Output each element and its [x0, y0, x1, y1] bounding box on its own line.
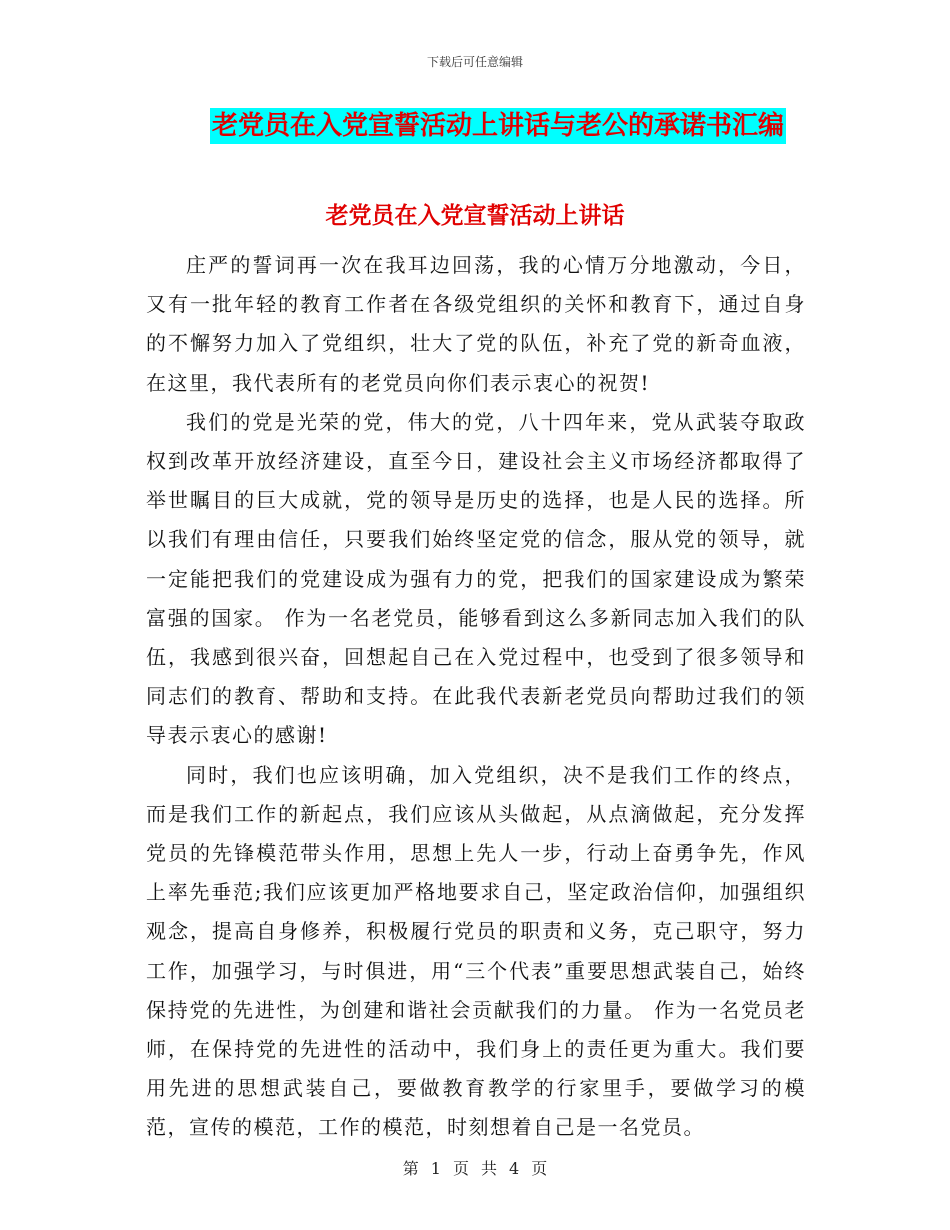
- footer-total-label: 共: [481, 1159, 498, 1178]
- page-footer: [0, 1156, 950, 1179]
- footer-total-pages: 4: [509, 1159, 520, 1178]
- document-main-title: 老党员在入党宣誓活动上讲话与老公的承诺书汇编: [210, 108, 786, 144]
- section-title: 老党员在入党宣誓活动上讲话: [325, 203, 625, 229]
- paragraph-2: 我们的党是光荣的党，伟大的党，八十四年来，党从武装夺取政权到改革开放经济建设，直至今日，建设社会主义市场经济都取得了举世瞩目的巨大成就，党的领导是历史的选择，也是人民的选择。所以我们有理由信任，只要我们始终坚定党的信念，服从党的领导，就一定能把我们的党建设成为强有力的党，把我们的国家建设成为繁荣富强的国家。 作为一名老党员，能够看到这么多新同志加入我们的队伍，我感到很兴奋，回想起自己在入党过程中，也受到了很多领导和同志们的教育、帮助和支持。在此我代表新老党员向帮助过我们的领导表示衷心的感谢!: [146, 409, 806, 748]
- main-title-container: [0, 108, 950, 144]
- document-body: [146, 246, 806, 1148]
- page-header-note: 下载后可任意编辑: [426, 55, 523, 69]
- paragraph-3: 同时，我们也应该明确，加入党组织，决不是我们工作的终点，而是我们工作的新起点，我们应该从头做起，从点滴做起，充分发挥党员的先锋模范带头作用，思想上先人一步，行动上奋勇争先，作风上率先垂范;我们应该更加严格地要求自己，坚定政治信仰，加强组织观念，提高自身修养，积极履行党员的职责和义务，克己职守，努力工作，加强学习，与时俱进，用“三个代表”重要思想武装自己，始终保持党的先进性，为创建和谐社会贡献我们的力量。 作为一名党员老师，在保持党的先进性的活动中，我们身上的责任更为重大。我们要用先进的思想武装自己，要做教育教学的行家里手，要做学习的模范，宣传的模范，工作的模范，时刻想着自己是一名党员。: [146, 762, 806, 1140]
- footer-total-unit: 页: [531, 1159, 548, 1178]
- footer-page-unit: 页: [452, 1159, 469, 1178]
- footer-page-number: 1: [430, 1159, 441, 1178]
- footer-page-label: 第: [402, 1159, 419, 1178]
- paragraph-1: 庄严的誓词再一次在我耳边回荡，我的心情万分地激动，今日，又有一批年轻的教育工作者在各级党组织的关怀和教育下，通过自身的不懈努力加入了党组织，壮大了党的队伍，补充了党的新奇血液，在这里，我代表所有的老党员向你们表示衷心的祝贺!: [146, 253, 806, 395]
